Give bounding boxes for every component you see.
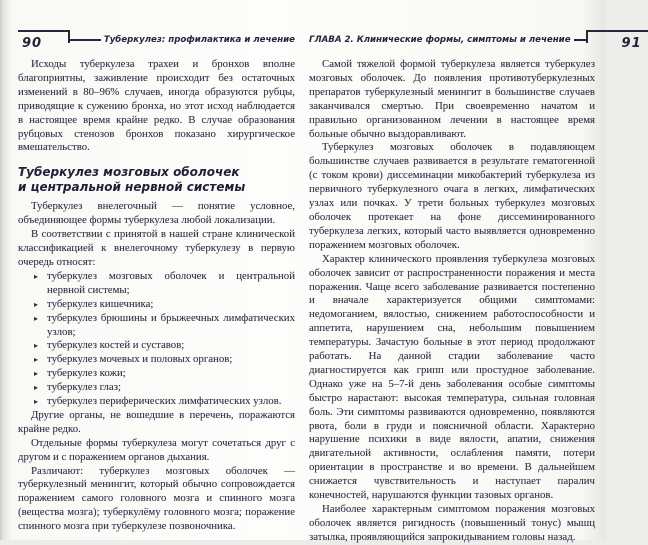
left-running-title: Туберкулез: профилактика и лечение [103, 35, 295, 45]
list-item-text: туберкулез мозговых оболочек и центральной нервной системы; [47, 269, 295, 296]
list-item [34, 270, 295, 298]
list-item [34, 353, 295, 367]
bullet-icon: ▸ [34, 397, 39, 407]
paragraph: Характер клинического проявления туберкулеза мозговых оболочек зависит от распространенности поражения и места поражения. Чаще всего заболевание развивается постепенно и вначале характеризуется общими симптомами: недомоганием, вялостью, снижением работоспособности и аппетита, нарушением сна, небольшим повышением температуры. Зачастую больные в этот период продолжают работать. На данной стадии заболевание часто диагностируется как грипп или простудное заболевание. Однако уже на 5–7-й день заболевания особые симптомы быстро нарастают: высокая температура, сильная головная боль. Эти симптомы развиваются одновременно, появляются рвота, боли в груди и поясничной области. Характерно нарушение психики в виде вялости, апатии, снижения двигательной активности, ослабления памяти, потери ориентации в пространстве и во времени. В дальнейшем снижается чувствительность и наступает паралич конечностей, нарушаются функции тазовых органов. [309, 252, 595, 502]
section-heading [18, 165, 295, 194]
paragraph: Самой тяжелой формой туберкулеза является туберкулез мозговых оболочек. До появления противотуберкулезных препаратов туберкулезный менингит в большинстве случаев заканчивался смертью. При своевременно начатом и правильно организованном лечении в настоящее время больные обычно выздоравливают. [309, 58, 595, 140]
paragraph: Туберкулез мозговых оболочек в подавляющем большинстве случаев развивается в результате гематогенной (с током крови) диссеминации микобактерий туберкулеза из первичного туберкулезного очага в легких, лимфатических узлах или почках. У трети больных туберкулез мозговых оболочек протекает на фоне диссеминированного туберкулеза легких, который часто выявляется одновременно поражением мозговых оболочек. [309, 141, 595, 251]
list-item-text: туберкулез брюшины и брыжеечных лимфатических узлов; [47, 311, 295, 338]
right-page [309, 0, 642, 543]
section-heading-line1: Туберкулез мозговых оболочек [18, 165, 240, 180]
bullet-icon: ▸ [34, 341, 39, 351]
bullet-icon: ▸ [34, 383, 39, 393]
bullet-icon: ▸ [34, 313, 39, 323]
paragraph: Исходы туберкулеза трахеи и бронхов вполне благоприятны, заживление происходит без остаточных изменений в 80–96% случаев, иногда образуются рубцы, приводящие к сужению бронха, но этот исход наблюдается в настоящее время крайне редко. В случае образования рубцовых стенозов бронхов показано хирургическое вмешательство. [18, 58, 295, 154]
paragraph: В соответствии с принятой в нашей стране клинической классификацией к внелегочному туберкулезу в первую очередь относят: [18, 228, 295, 268]
paragraph: Наиболее характерным симптомом поражения мозговых оболочек является ригидность (повышенный тонус) мышц затылка, проявляющийся запрокидыванием головы назад. [309, 503, 595, 543]
right-page-number: 91 [621, 36, 642, 51]
header-rule [70, 30, 101, 41]
list-item [34, 339, 295, 353]
right-page-body [309, 58, 595, 545]
paragraph: Туберкулез внелегочный — понятие условное, объединяющее формы туберкулеза любой локализации. [18, 200, 295, 227]
list-item [34, 298, 295, 312]
paragraph: Отдельные формы туберкулеза могут сочетаться друг с другом и с поражением органов дыхания. [18, 436, 295, 463]
section-heading-line2: и центральной нервной системы [18, 179, 246, 194]
bullet-icon: ▸ [34, 299, 39, 309]
list-item [34, 381, 295, 395]
left-page-number-box [18, 30, 70, 51]
left-page-header [18, 30, 295, 52]
bullet-icon: ▸ [34, 355, 39, 365]
list-item-text: туберкулез периферических лимфатических узлов. [47, 395, 282, 408]
right-page-header [309, 30, 642, 52]
bullet-icon: ▸ [34, 271, 39, 281]
list-item-text: туберкулез кожи; [47, 367, 126, 380]
list-item [34, 395, 295, 409]
paragraph: Различают: туберкулез мозговых оболочек — туберкулезный менингит, который обычно сопровождается поражением самого головного мозга и спинного мозга (вещества мозга); туберкулёму головного мозга; поражение спинного мозга при туберкулезе позвоночника. [18, 464, 295, 533]
right-running-title: ГЛАВА 2. Клинические формы, симптомы и лечение [309, 35, 571, 45]
header-rule [574, 30, 586, 41]
left-page [18, 0, 295, 540]
list-item [34, 312, 295, 340]
left-page-number: 90 [22, 36, 43, 51]
list-item-text: туберкулез костей и суставов; [47, 339, 185, 352]
list-item-text: туберкулез глаз; [47, 381, 121, 394]
bullet-icon: ▸ [34, 369, 39, 379]
right-page-number-box [586, 30, 648, 51]
paragraph: Другие органы, не вошедшие в перечень, поражаются крайне редко. [18, 408, 295, 435]
list-item [34, 367, 295, 381]
list-item-text: туберкулез мочевых и половых органов; [47, 353, 233, 366]
tuberculosis-forms-list [18, 270, 295, 409]
list-item-text: туберкулез кишечника; [47, 297, 154, 310]
left-page-body [18, 58, 295, 534]
